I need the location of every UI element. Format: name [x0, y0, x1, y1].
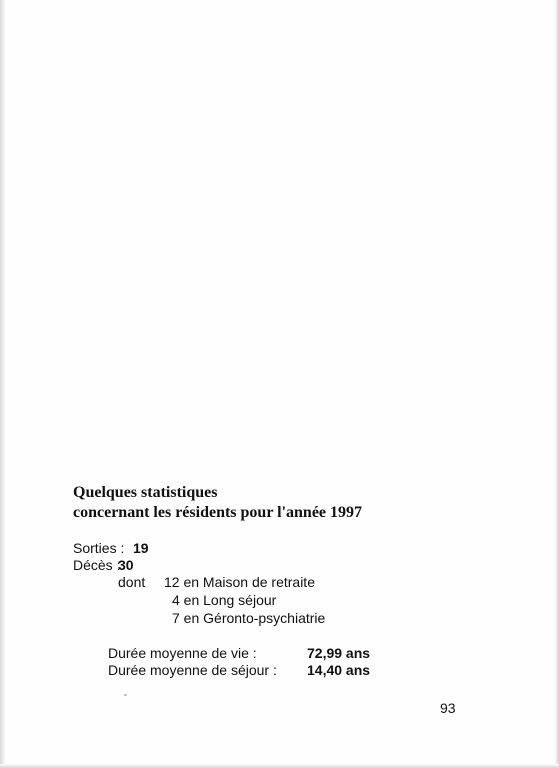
duree-vie-label: Durée moyenne de vie : [108, 645, 257, 661]
duree-sejour-label: Durée moyenne de séjour : [108, 662, 277, 678]
section-heading-line-2: concernant les résidents pour l'année 1997 [73, 504, 363, 521]
page-shadow-left [0, 0, 6, 768]
deces-value: 30 [118, 557, 134, 573]
page-number: 93 [440, 700, 456, 716]
deces-label: Décès : [73, 557, 121, 573]
dont-label: dont [118, 574, 146, 590]
breakdown-item-maison-de-retraite: 12 en Maison de retraite [164, 574, 315, 590]
sorties-label: Sorties : [73, 540, 125, 556]
section-heading-line-1: Quelques statistiques [73, 484, 218, 501]
sorties-value: 19 [133, 540, 149, 556]
breakdown-item-geronto-psychiatrie: 7 en Géronto-psychiatrie [172, 610, 326, 626]
duree-sejour-value: 14,40 ans [307, 662, 371, 678]
duree-vie-value: 72,99 ans [307, 645, 371, 661]
page-shadow-bottom [0, 764, 559, 768]
breakdown-item-long-sejour: 4 en Long séjour [172, 592, 277, 608]
scan-speck [124, 694, 127, 696]
page-shadow-right [555, 0, 559, 768]
